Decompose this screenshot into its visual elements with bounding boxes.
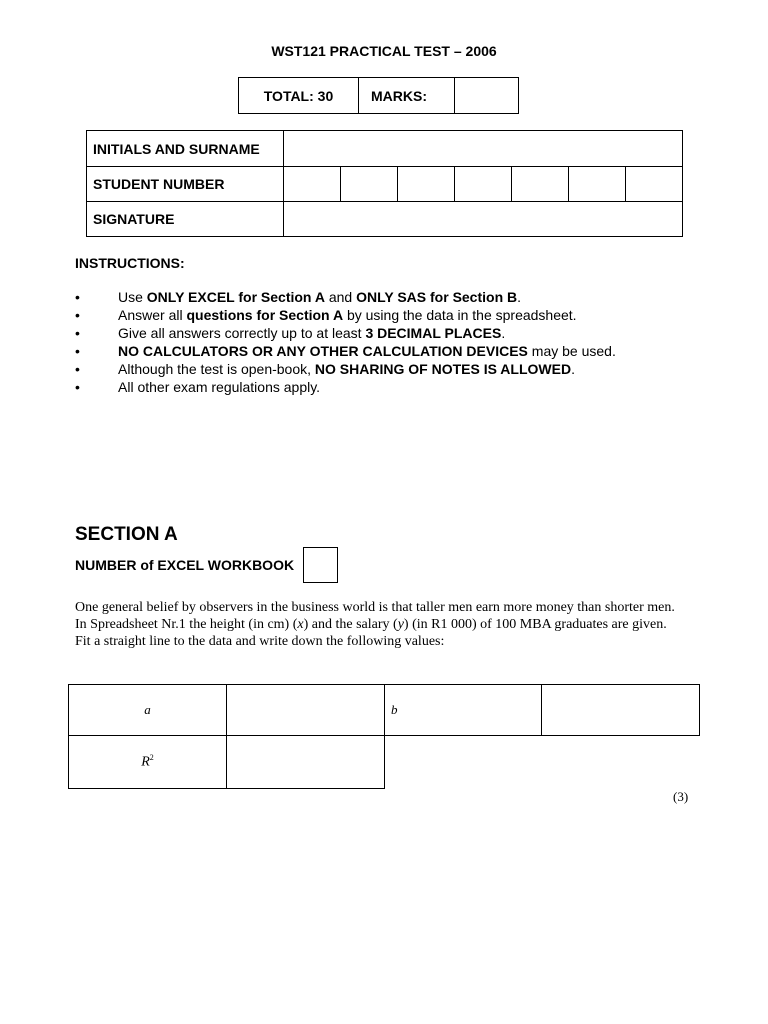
- initials-surname-label: INITIALS AND SURNAME: [87, 131, 284, 167]
- instruction-item: • All other exam regulations apply.: [75, 379, 321, 395]
- marks-box: [238, 77, 519, 114]
- bullet-icon: •: [75, 307, 80, 323]
- b-label: b: [385, 685, 542, 736]
- instruction-item: • Give all answers correctly up to at least 3 DECIMAL PLACES.: [75, 325, 506, 341]
- student-number-label: STUDENT NUMBER: [87, 167, 284, 202]
- total-label: TOTAL: 30: [239, 78, 359, 114]
- instructions-list: [75, 288, 616, 396]
- r-squared-answer-field[interactable]: [227, 736, 385, 789]
- student-number-digit[interactable]: [455, 167, 512, 202]
- bullet-icon: •: [75, 361, 80, 377]
- workbook-number-field[interactable]: [303, 547, 338, 583]
- initials-surname-field[interactable]: [284, 131, 683, 167]
- b-answer-field[interactable]: [542, 685, 700, 736]
- instruction-item: • Although the test is open-book, NO SHARING OF NOTES IS ALLOWED.: [75, 361, 575, 377]
- student-number-digit[interactable]: [284, 167, 341, 202]
- bullet-icon: •: [75, 343, 80, 359]
- page-title: WST121 PRACTICAL TEST – 2006: [271, 43, 497, 59]
- instructions-heading: INSTRUCTIONS:: [75, 255, 185, 271]
- answer-table: [68, 684, 700, 789]
- student-number-digit[interactable]: [512, 167, 569, 202]
- bullet-icon: •: [75, 289, 80, 305]
- instruction-item: • NO CALCULATORS OR ANY OTHER CALCULATION DEVICES may be used.: [75, 343, 616, 359]
- signature-label: SIGNATURE: [87, 202, 284, 237]
- a-answer-field[interactable]: [227, 685, 385, 736]
- question-marks: (3): [673, 789, 689, 804]
- section-a-heading: SECTION A: [75, 524, 178, 545]
- instruction-item: • Use ONLY EXCEL for Section A and ONLY SAS for Section B.: [75, 289, 522, 305]
- r-squared-label: $R^2$: [69, 736, 227, 789]
- student-number-digit[interactable]: [398, 167, 455, 202]
- signature-field[interactable]: [284, 202, 683, 237]
- student-number-digit[interactable]: [569, 167, 626, 202]
- student-info-table: [86, 130, 683, 237]
- a-label: a: [69, 685, 227, 736]
- student-number-digit[interactable]: [626, 167, 683, 202]
- question-paragraph: One general belief by observers in the business world is that taller men earn more money than shorter men. In Spreadsheet Nr.1 the height (in cm) (x) and the salary (y) (in R1 000) of 100 MBA graduates are given. Fit a straight line to the data and write down the following values:: [75, 600, 675, 649]
- bullet-icon: •: [75, 325, 80, 341]
- instruction-item: • Answer all questions for Section A by using the data in the spreadsheet.: [75, 307, 577, 323]
- marks-label: MARKS:: [359, 78, 455, 114]
- bullet-icon: •: [75, 379, 80, 395]
- workbook-number-label: NUMBER of EXCEL WORKBOOK: [75, 557, 295, 573]
- marks-entry-field[interactable]: [455, 78, 519, 114]
- student-number-digit[interactable]: [341, 167, 398, 202]
